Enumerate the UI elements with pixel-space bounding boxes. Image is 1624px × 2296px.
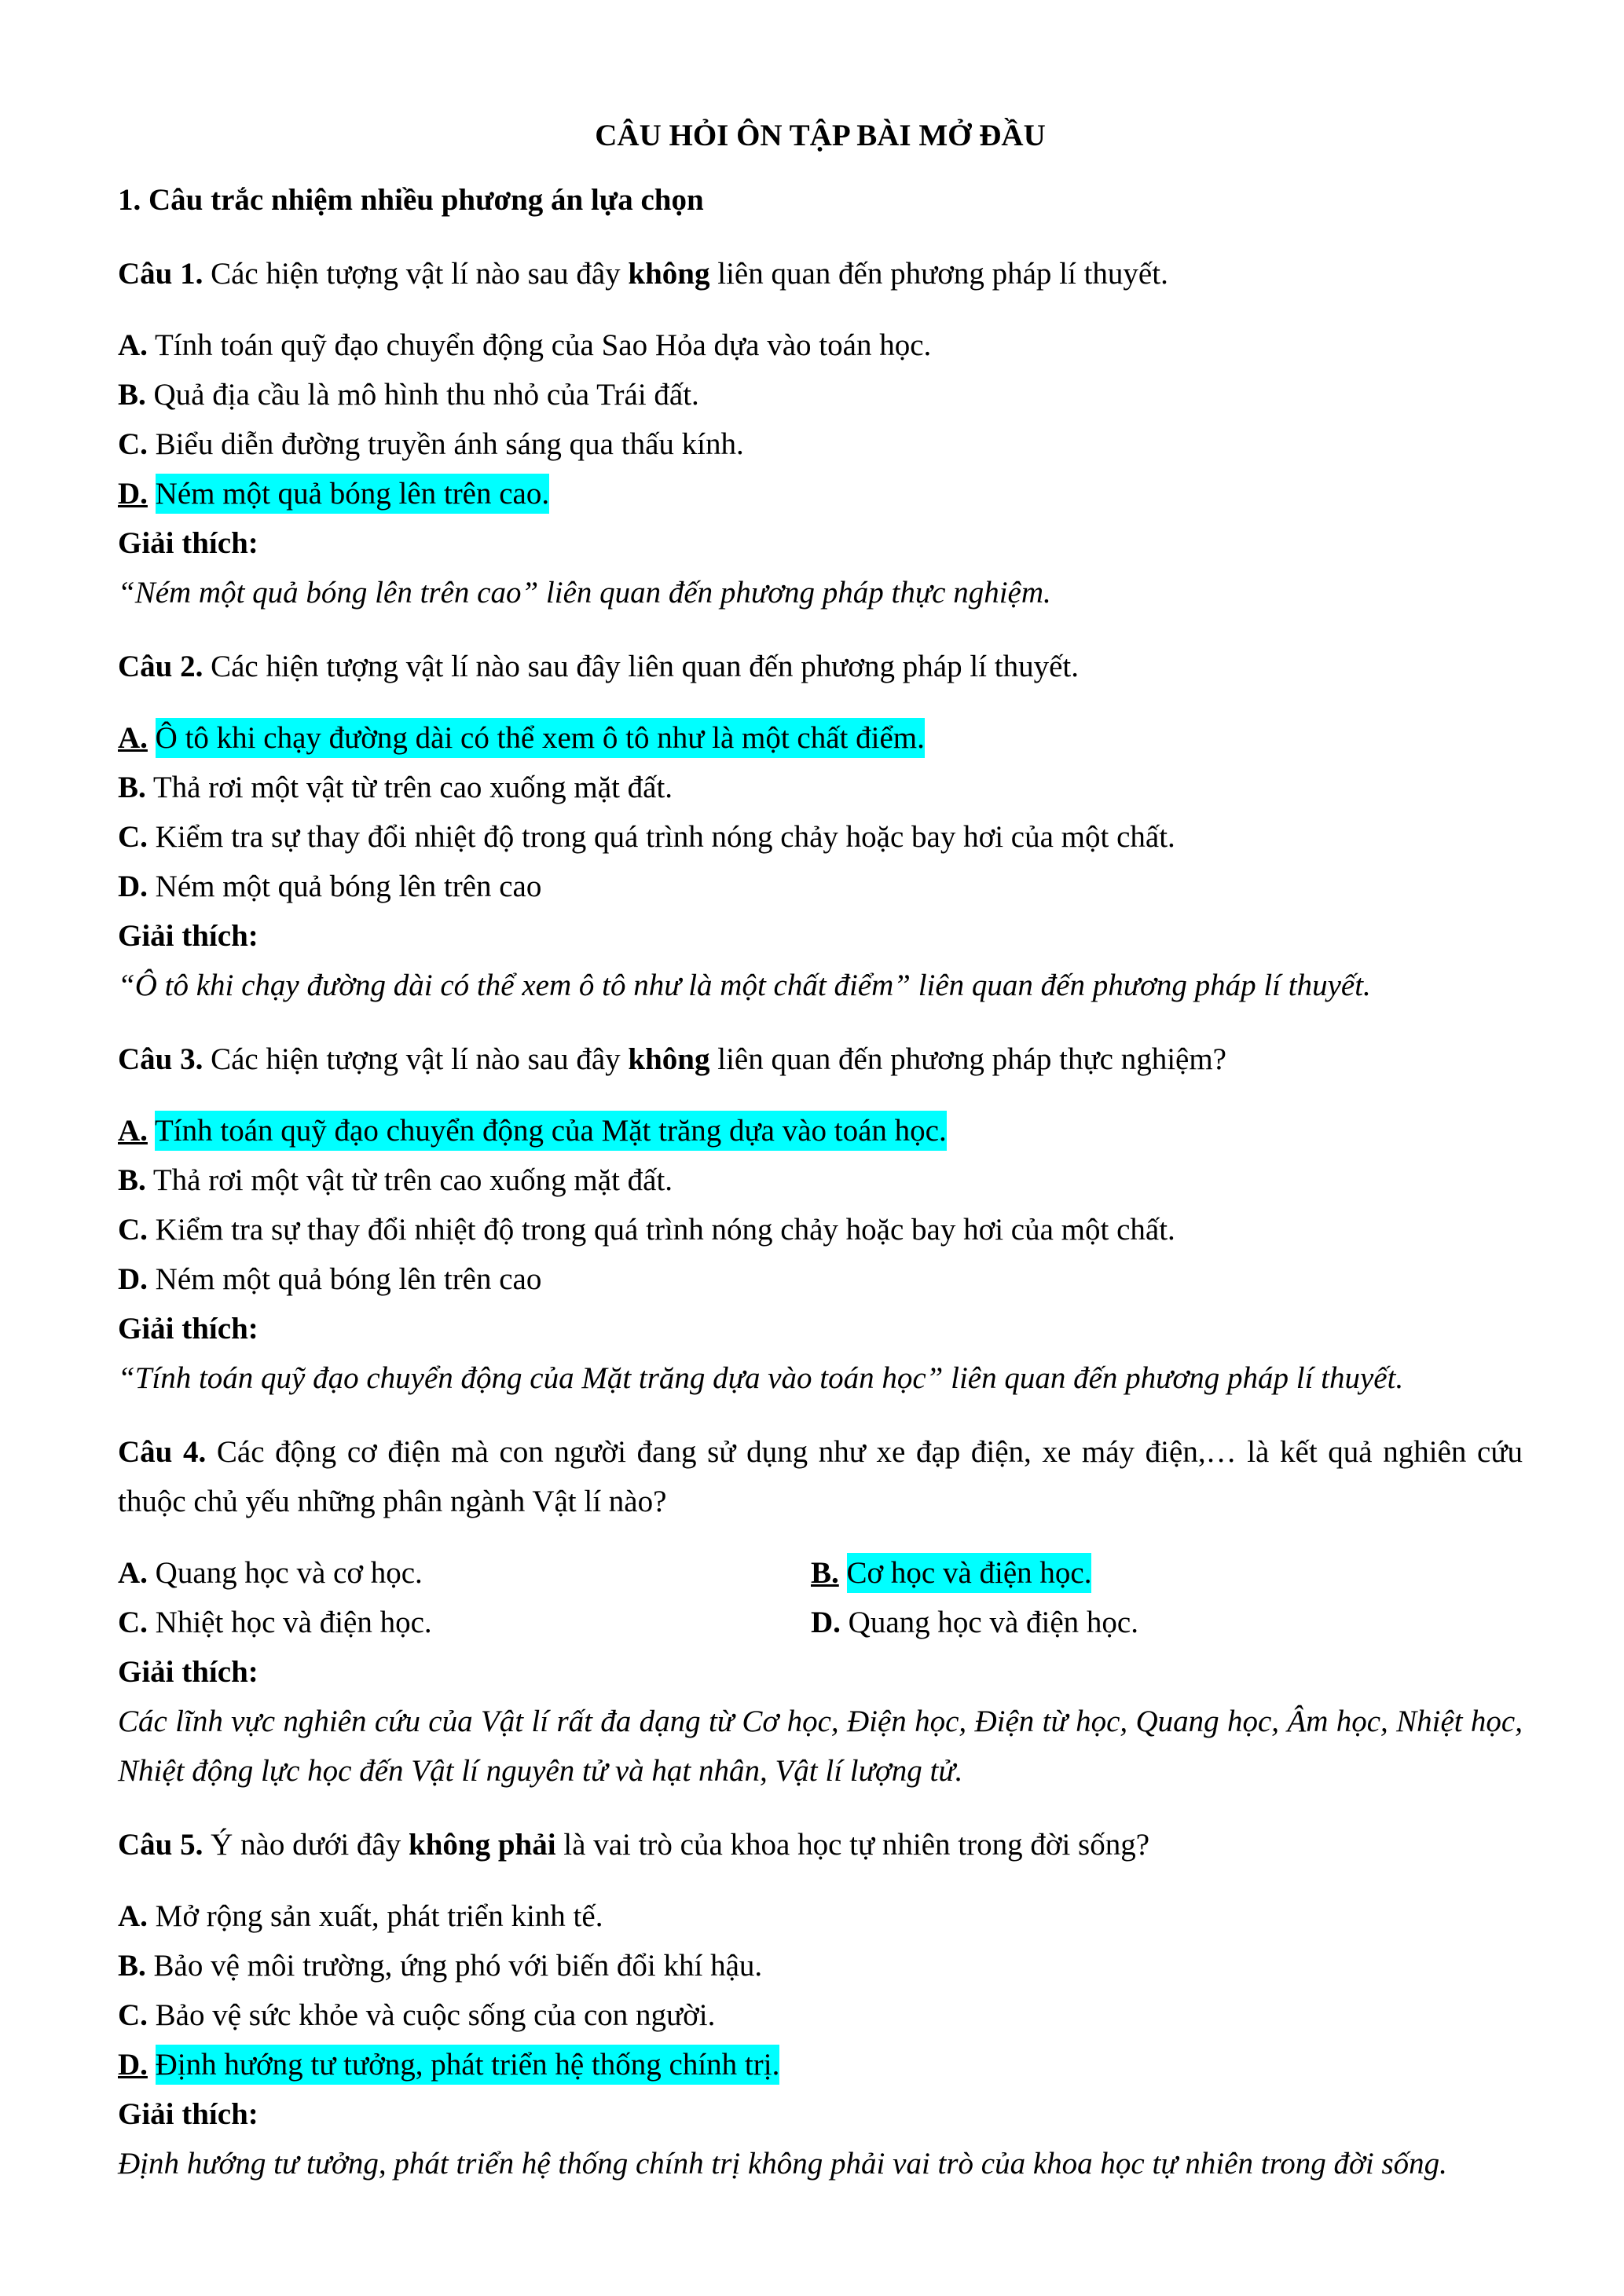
option-label: B.: [118, 771, 146, 804]
option-text: Cơ học và điện học.: [847, 1553, 1092, 1593]
explanation-text: “Ném một quả bóng lên trên cao” liên quan đến phương pháp thực nghiệm.: [118, 576, 1051, 610]
question-segment: Các hiện tượng vật lí nào sau đây: [203, 257, 629, 291]
option-text: Tính toán quỹ đạo chuyển động của Sao Hỏa dựa vào toán học.: [154, 328, 932, 362]
question-text: [118, 1034, 1523, 1084]
question-segment: liên quan đến phương pháp lí thuyết.: [709, 257, 1168, 291]
question-text: [118, 1820, 1523, 1869]
option-label: D.: [118, 477, 148, 511]
option-text: Ném một quả bóng lên trên cao: [155, 870, 542, 903]
option-text: Quang học và cơ học.: [155, 1556, 423, 1590]
question-segment: Các hiện tượng vật lí nào sau đây liên quan đến phương pháp lí thuyết.: [203, 650, 1079, 683]
answer-option-correct: [118, 713, 1523, 763]
question-segment: Ý nào dưới đây: [203, 1828, 409, 1862]
option-label: B.: [118, 378, 146, 412]
answer-option: [118, 419, 1523, 469]
answer-option: [118, 862, 1523, 911]
answer-option: [118, 1155, 1523, 1205]
option-label: D.: [811, 1606, 841, 1639]
section-heading: 1. Câu trắc nhiệm nhiều phương án lựa chọn: [118, 183, 704, 217]
explanation-text: Các lĩnh vực nghiên cứu của Vật lí rất đa dạng từ Cơ học, Điện học, Điện từ học, Quang học, Âm học, Nhiệt học, Nhiệt động lực học đến Vật lí nguyên tử và hạt nhân, Vật lí lượng tử.: [118, 1705, 1523, 1788]
explanation-label: Giải thích:: [118, 1312, 258, 1346]
answer-option-correct: [118, 469, 1523, 518]
option-label: A.: [118, 721, 148, 755]
option-text: Nhiệt học và điện học.: [155, 1606, 432, 1639]
answer-options: [118, 1548, 1523, 1647]
option-label: D.: [118, 2048, 148, 2082]
question-label: Câu 3.: [118, 1042, 203, 1076]
answer-option: [118, 1598, 811, 1647]
answer-option: [118, 1891, 1523, 1941]
answer-option-correct: [811, 1548, 1523, 1598]
question-list: [118, 249, 1523, 2188]
answer-option: [118, 1941, 1523, 1990]
answer-options: [118, 320, 1523, 518]
option-label: A.: [118, 1899, 148, 1933]
answer-option: [118, 1205, 1523, 1254]
option-label: C.: [118, 1606, 148, 1639]
question-block: [118, 1820, 1523, 2188]
option-label: A.: [118, 1556, 148, 1590]
option-text: Định hướng tư tưởng, phát triển hệ thống chính trị.: [156, 2045, 780, 2085]
question-block: [118, 1427, 1523, 1796]
answer-option-correct: [118, 1106, 1523, 1155]
answer-option: [118, 370, 1523, 419]
answer-option-correct: [118, 2040, 1523, 2089]
option-label: C.: [118, 427, 148, 461]
option-text: Thả rơi một vật từ trên cao xuống mặt đất.: [152, 771, 673, 804]
question-emphasis: không: [628, 1042, 710, 1076]
question-text: [118, 1427, 1523, 1526]
question-block: [118, 249, 1523, 617]
answer-options: [118, 1891, 1523, 2089]
answer-option: [118, 320, 1523, 370]
explanation-label: Giải thích:: [118, 919, 258, 953]
option-text: Tính toán quỹ đạo chuyển động của Mặt trăng dựa vào toán học.: [155, 1111, 947, 1151]
option-text: Mở rộng sản xuất, phát triển kinh tế.: [155, 1899, 603, 1933]
explanation-text: “Ô tô khi chạy đường dài có thể xem ô tô như là một chất điểm” liên quan đến phương pháp lí thuyết.: [118, 969, 1371, 1002]
question-label: Câu 1.: [118, 257, 203, 291]
option-text: Bảo vệ môi trường, ứng phó với biến đổi khí hậu.: [153, 1949, 763, 1983]
option-text: Ném một quả bóng lên trên cao.: [156, 474, 549, 514]
option-label: A.: [118, 1114, 148, 1148]
question-segment: Các hiện tượng vật lí nào sau đây: [203, 1042, 629, 1076]
option-label: C.: [118, 1998, 148, 2032]
option-text: Ném một quả bóng lên trên cao: [155, 1262, 542, 1296]
question-block: [118, 642, 1523, 1010]
option-label: B.: [118, 1949, 146, 1983]
answer-option: [118, 1548, 811, 1598]
option-label: C.: [118, 820, 148, 854]
answer-option: [118, 1254, 1523, 1304]
option-label: B.: [811, 1556, 839, 1590]
explanation-text: “Tính toán quỹ đạo chuyển động của Mặt trăng dựa vào toán học” liên quan đến phương pháp lí thuyết.: [118, 1361, 1404, 1395]
question-block: [118, 1034, 1523, 1403]
option-label: B.: [118, 1163, 146, 1197]
answer-options: [118, 1106, 1523, 1304]
option-label: D.: [118, 870, 148, 903]
explanation-label: Giải thích:: [118, 2097, 258, 2131]
option-text: Ô tô khi chạy đường dài có thể xem ô tô như là một chất điểm.: [156, 718, 925, 758]
question-segment: là vai trò của khoa học tự nhiên trong đời sống?: [555, 1828, 1150, 1862]
option-text: Kiểm tra sự thay đổi nhiệt độ trong quá trình nóng chảy hoặc bay hơi của một chất.: [155, 820, 1175, 854]
answer-option: [118, 1990, 1523, 2040]
question-label: Câu 4.: [118, 1435, 207, 1469]
explanation-text: Định hướng tư tưởng, phát triển hệ thống chính trị không phải vai trò của khoa học tự nhiên trong đời sống.: [118, 2147, 1447, 2181]
option-label: C.: [118, 1213, 148, 1247]
question-text: [118, 249, 1523, 298]
option-text: Biểu diễn đường truyền ánh sáng qua thấu kính.: [155, 427, 744, 461]
option-text: Bảo vệ sức khỏe và cuộc sống của con người.: [155, 1998, 716, 2032]
explanation-label: Giải thích:: [118, 1655, 258, 1689]
question-segment: liên quan đến phương pháp thực nghiệm?: [709, 1042, 1226, 1076]
option-label: A.: [118, 328, 148, 362]
answer-options: [118, 713, 1523, 911]
option-text: Quả địa cầu là mô hình thu nhỏ của Trái đất.: [153, 378, 699, 412]
answer-option: [118, 812, 1523, 862]
question-label: Câu 5.: [118, 1828, 203, 1862]
option-text: Thả rơi một vật từ trên cao xuống mặt đất.: [152, 1163, 673, 1197]
question-emphasis: không phải: [409, 1828, 556, 1862]
explanation-label: Giải thích:: [118, 526, 258, 560]
question-emphasis: không: [628, 257, 710, 291]
answer-option: [811, 1598, 1523, 1647]
option-text: Kiểm tra sự thay đổi nhiệt độ trong quá trình nóng chảy hoặc bay hơi của một chất.: [155, 1213, 1175, 1247]
option-label: D.: [118, 1262, 148, 1296]
option-text: Quang học và điện học.: [848, 1606, 1138, 1639]
question-segment: Các động cơ điện mà con người đang sử dụng như xe đạp điện, xe máy điện,… là kết quả nghiên cứu thuộc chủ yếu những phân ngành Vật lí nào?: [118, 1435, 1523, 1518]
document-title: CÂU HỎI ÔN TẬP BÀI MỞ ĐẦU: [595, 119, 1046, 152]
document-page: [118, 111, 1523, 2188]
answer-option: [118, 763, 1523, 812]
question-label: Câu 2.: [118, 650, 203, 683]
question-text: [118, 642, 1523, 691]
